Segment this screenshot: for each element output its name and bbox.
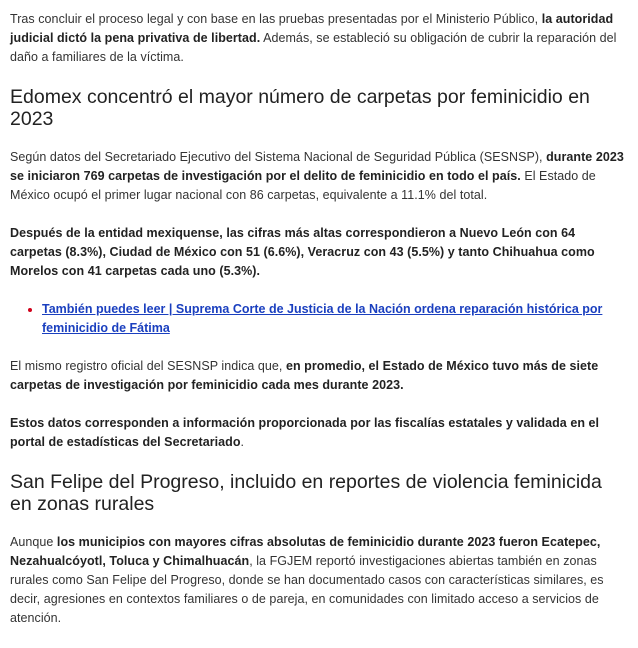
monthly-average-text: El mismo registro oficial del SESNSP indica que, [10,359,286,373]
intro-text-2: Además, se estableció su obligación de cubrir la reparación del daño a familiares de la víctima. [10,31,617,64]
section-heading-san-felipe: San Felipe del Progreso, incluido en reportes de violencia feminicida en zonas rurales [10,471,602,515]
related-links-list [10,300,628,338]
paragraph-state-ranking [10,224,628,281]
intro-bold-text: la autoridad judicial dictó la pena privativa de libertad. [10,12,614,45]
paragraph-rural-zones [10,533,628,628]
rural-text-1: Aunque [10,535,57,549]
related-link-item [42,300,628,338]
data-source-period: . [240,435,245,449]
monthly-average-bold-text: en promedio, el Estado de México tuvo más de siete carpetas de investigación por feminicidio cada mes durante 2023. [10,359,599,392]
data-source-bold-text: Estos datos corresponden a información proporcionada por las fiscalías estatales y validada en el portal de estadísticas del Secretariado [10,416,600,449]
state-ranking-bold-text: Después de la entidad mexiquense, las cifras más altas correspondieron a Nuevo León con 64 carpetas (8.3%), Ciudad de México con 51 (6.6%), Veracruz con 43 (5.5%) y tanto Chihuahua como Morelos con 41 carpetas cada uno (5.3%). [10,226,595,278]
sesnsp-text-1: Según datos del Secretariado Ejecutivo del Sistema Nacional de Seguridad Pública (SESNSP), [10,150,547,164]
sesnsp-bold-text: durante 2023 se iniciaron 769 carpetas de investigación por el delito de feminicidio en todo el país. [10,150,624,183]
paragraph-sesnsp-data [10,148,628,205]
intro-paragraph [10,10,628,67]
sesnsp-text-2: El Estado de México ocupó el primer lugar nacional con 86 carpetas, equivalente a 11.1% del total. [10,169,596,202]
related-article-link[interactable]: También puedes leer | Suprema Corte de Justicia de la Nación ordena reparación histórica por feminicidio de Fátima [42,302,603,335]
paragraph-data-source [10,414,628,452]
intro-text-1: Tras concluir el proceso legal y con base en las pruebas presentadas por el Ministerio Público, [10,12,542,26]
section-heading-edomex: Edomex concentró el mayor número de carpetas por feminicidio en 2023 [10,86,590,130]
paragraph-monthly-average [10,357,628,395]
rural-bold-text: los municipios con mayores cifras absolutas de feminicidio durante 2023 fueron Ecatepec, Nezahualcóyotl, Toluca y Chimalhuacán [10,535,601,568]
rural-text-2: , la FGJEM reportó investigaciones abiertas también en zonas rurales como San Felipe del Progreso, donde se han documentado casos con características similares, es decir, agresiones en contextos familiares o de pareja, en comunidades con limitado acceso a servicios de atención. [10,554,604,625]
